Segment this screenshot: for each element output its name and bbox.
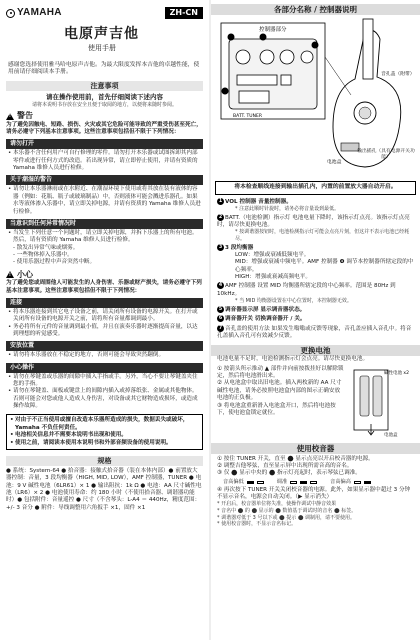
guitar-neck <box>363 19 373 79</box>
caution-label: 小心 <box>17 269 33 279</box>
list-item: • 请勿将本乐器放在不稳定的地方，否则可能会导致突然翻倒。 <box>8 352 203 359</box>
control-descriptions <box>211 195 420 341</box>
list-item: • 请勿在琴键盖或乐器的间隙中插入手指或手。另外，当心不要让琴键盖夹住您的手指。 <box>8 374 203 389</box>
control-item <box>217 306 414 314</box>
disclaimer-item: • 对由于不正当使用或擅自改造本乐器所造成的损失，数据丢失或破坏，Yamaha 不负任何责任。 <box>10 417 199 432</box>
tuner-heading: 使用校音器 <box>211 443 420 454</box>
disclaimer-item: • 电池相关信息并不需要本说明书出现和使用。 <box>10 432 199 439</box>
page-header <box>0 0 209 20</box>
list-item: • 请勿让本乐器淋雨或在水附近、在潮湿环境下使用或将其放在装有液体的容器（例如：花瓶、瓶子或玻璃制品）中，否则液体可能会溅进乐器孔。如果水等液体渗入乐器中，请立即关掉电源，并请有资质的 Yamaha 维修人员进行检修。 <box>8 186 203 216</box>
control-text: 3 段均衡器 <box>225 244 254 251</box>
mid-knob <box>280 50 294 64</box>
battery-cover-label: 碱性电池 x2 <box>384 370 409 376</box>
list-item: • 当发生下列任意一个问题时，请立即关掉电源，并拆下乐器上的所有电池。然后，请有资质的 Yamaha 维修人员进行检修。 <box>8 230 203 245</box>
control-item <box>217 214 414 230</box>
control-text: BATT.（电池检测）指示灯 电池电量下降时，该指示灯点亮。该指示灯点亮时，请尽快更换电池。 <box>217 214 410 228</box>
strap-label: 音孔盖（附带） <box>381 72 415 77</box>
led-icon <box>354 481 361 484</box>
left-column <box>0 0 209 640</box>
section-list <box>0 186 209 216</box>
control-text: AMF 控制器 设置 MID 均衡器所辖定段的中心频率。范围是 80Hz 到 10kHz。 <box>217 283 396 297</box>
page-subtitle: 使用手册 <box>88 44 116 53</box>
caution-icon <box>6 271 14 278</box>
battery-heading: 更换电池 <box>211 345 420 356</box>
tuner-steps <box>211 454 420 528</box>
control-note: * 按调谐器按钮时，电池检测指示灯可能会点亮片刻，但这并不表示电池已经耗尽。 <box>235 229 410 242</box>
tuner-display <box>237 75 277 85</box>
guitar-diagram <box>215 17 416 177</box>
disclaimer-item: • 使用之前，请阅读本使用本说明书和外部音频设备的使用说明。 <box>10 440 199 447</box>
tuner-step: ② 调整吉他琴弦，直至显示屏中出现所需音高的音名。 <box>217 463 353 470</box>
battery-holder <box>354 370 388 430</box>
control-item <box>217 282 414 298</box>
battery-step-list <box>217 366 344 438</box>
number-icon: 2 <box>218 214 223 220</box>
section-title: 连接 <box>6 298 203 308</box>
section-list <box>0 230 209 267</box>
eq-band: LOW：增强或衰减低频电平。 <box>235 251 310 258</box>
led-icon <box>364 481 371 484</box>
battery-intro: 电池电量不足时，电池检测指示灯会点亮。请尽快更换电池。 <box>217 356 369 363</box>
sound-hole-cover <box>359 107 371 119</box>
eq-band: HIGH：增强或衰减高频电平。 <box>235 274 311 281</box>
right-column <box>211 0 420 640</box>
number-icon: 7 <box>218 325 223 331</box>
caution-intro: 为了避免您或周围他人可能发生的人身伤害、乐器或财产损失，请务必遵守下列基本注意事项。这些注意事项包括但不限于下列情况： <box>6 280 202 294</box>
list-item: • 请勿在琴键盖、面板或键盘上的间隙内插入或掉落纸张、金属或其他物体。否则可能会对您或他人造成人身伤害，对设备或其它财物造成损坏，或造成操作故障。 <box>8 388 203 410</box>
section-title: 请勿打开 <box>6 139 203 149</box>
battery-step: ① 按箭头所示推动 ▲ 部件并向前按拨挂好以解除锁定，然后将电池滑出来。 <box>217 365 344 380</box>
control-item <box>217 315 414 323</box>
led-icon <box>257 481 264 484</box>
panel-pointer <box>325 57 351 95</box>
brand-name: YAMAHA <box>17 7 62 19</box>
battery-box-label: 电池盒 <box>327 160 342 165</box>
list-subitem: - 散发出异常气味或烟雾。 <box>13 244 79 251</box>
led-icon <box>300 481 307 484</box>
vol-knob <box>236 50 250 64</box>
number-icon: 5 <box>218 306 223 312</box>
section-list <box>0 309 209 339</box>
disclaimer-box <box>6 414 203 450</box>
tuner-note: * 开启后，校音器单位将失准，使操作调试中静音效果 <box>217 501 337 508</box>
pitch-high-label: 音高偏高 <box>330 478 351 485</box>
high-knob <box>301 51 313 63</box>
control-text: 调音器显示屏 显示调音器状态。 <box>225 306 306 313</box>
section-title: 安放位置 <box>6 341 203 351</box>
section-list <box>0 150 209 172</box>
section-list <box>0 352 209 359</box>
section-title: 当意识到任何异常情况时 <box>6 219 203 229</box>
warning-intro: 为了避免因触电、短路、损伤、火灾或其它危险可能导致的严重受伤甚至死亡，请务必遵守下列基本注意事项。这些注意事项包括但不限于下列情况： <box>6 121 202 136</box>
warning-icon <box>6 113 14 120</box>
callout-4 <box>312 42 319 49</box>
batt-tuner-label: BATT. TUNER <box>233 114 262 119</box>
battery-step: ② 从电池盒中取出旧电池。插入两枚新的 AA 尺寸碱性电池，请务必按照电池盒内部的图示正确安放电池的正负极。 <box>217 380 342 402</box>
control-note: * 当 MID 均衡器设置在中心位置时，本控制器无效。 <box>235 298 352 305</box>
yamaha-logo-icon <box>6 9 15 18</box>
list-item: • 务必将所有元件的音量调到最小值，并且在演奏乐器时逐渐提高音量，以达到理想的听觉感受。 <box>8 324 203 339</box>
warning-label: 警告 <box>17 111 33 121</box>
led-icon <box>290 481 297 484</box>
warning-heading <box>0 108 209 122</box>
number-icon: 4 <box>218 283 223 289</box>
tuner-step: ① 按住 TUNER 开关，直至 ⬤ 显示点亮以开启校音器的电源。 <box>217 455 374 462</box>
tuner-step: ③ 仅 ⬤ 显示中央的 ⬤ 指示灯亮起时，表示琴弦已调准。 <box>217 470 361 477</box>
language-badge: ZH-CN <box>165 7 203 20</box>
callout-3 <box>260 34 267 41</box>
led-icon <box>247 481 254 484</box>
low-knob <box>260 50 274 64</box>
battery-cell <box>373 376 382 416</box>
tuner-note: * 调谐器对低于 3 号以下或 ⬤ 提示 ⬤ 调制用，请不要使用。 <box>217 514 356 521</box>
section-title: 关于潮湿的警告 <box>6 175 203 185</box>
controls-heading: 各部分名称 / 控制器说明 <box>211 4 420 15</box>
battery-steps <box>211 364 420 438</box>
tuner-indicator-row <box>217 478 414 487</box>
intro-text: 感谢您选择使用雅马哈电原声吉他。为最大限度发挥本吉他的卓越性能，使用前请仔细阅读本手册。 <box>8 61 200 76</box>
callout-1 <box>228 34 235 41</box>
notice-lead: 请在操作使用前，首先仔细阅读下述内容 <box>46 92 163 101</box>
list-subitem: - 使用乐器过程中声音突然中断。 <box>13 259 96 266</box>
section-title: 小心操作 <box>6 363 203 373</box>
endpin-label: 输出插孔（具有电源开关功能） <box>357 149 415 161</box>
auto-power-note: 将本检查顺线连接到输出插孔内，内置的前置放大器自动开启。 <box>215 181 416 195</box>
brand-logo <box>6 6 62 19</box>
control-text: 音孔盖的使用方法 如果发生嗡嗡或反馈等现象，音孔盖应插入音孔中。将音孔盖插入音孔可有效减少反馈。 <box>217 325 412 339</box>
control-item <box>217 244 414 252</box>
battery-cell <box>360 376 369 416</box>
amf-slider <box>239 91 269 103</box>
tuner-note: * 使用校音器时，不显示音名标记。 <box>217 521 297 528</box>
section-list <box>0 374 209 411</box>
tuner-step: ④ 再次按下 TUNER 开关关闭校音器的电源。此外，如果显示器中超过 3 分钟不显示音名，电源会自动关闭。（▶ 显示消失） <box>217 486 411 500</box>
notice-lead-sub: 请将本说明书存放在安全且便于取阅的地方，以便将来随时参阅。 <box>31 101 177 108</box>
control-item <box>217 198 414 206</box>
number-icon: 3 <box>218 244 223 250</box>
list-item: • 将本乐器连接到其它电子设备之前，请关闭所有设备的电源开关。在打开或关闭所有设备的电源开关之前，请将所有音量都调到最小。 <box>8 309 203 324</box>
list-item: • 本乐器不含任何用户可自行修理的零件。请勿打开本乐器或试图拆卸其内部零件或进行任何方式的改造。若出现异常，请立即停止使用，并请有资质的 Yamaha 维修人员进行检修。 <box>8 150 203 172</box>
page-title: 电原声吉他 <box>64 26 139 42</box>
control-text: 调音器开关 切换调音器开 / 关。 <box>225 316 306 323</box>
battery-illustration <box>344 366 414 438</box>
notice-heading: 注意事项 <box>6 81 203 91</box>
number-icon: 1 <box>218 198 223 204</box>
panel-label: 控制器部分 <box>259 27 287 33</box>
caution-heading <box>0 267 209 281</box>
battery-holder-label: 电池盒 <box>384 432 398 438</box>
eq-band: MID：增强或衰减中频电平。AMF 控制器 ❹ 调节本控制器所辖定段的中心频率。 <box>235 259 414 273</box>
led-icon <box>310 481 317 484</box>
list-subitem: - 一些物体掉入乐器中。 <box>13 251 73 258</box>
tuner-switch <box>281 75 291 85</box>
control-item <box>217 325 414 341</box>
pitch-tuned-label: 调准 <box>276 478 288 485</box>
spec-heading: 规格 <box>6 456 203 466</box>
control-note: * 注意此顺时针旋时，请务必将音量设到最低。 <box>235 206 340 213</box>
callout-6 <box>222 88 229 95</box>
pitch-low-label: 音高偏低 <box>223 478 244 485</box>
number-icon: 6 <box>218 316 223 322</box>
battery-step: ③ 将电池盒重新滑入电池盒开口，然后将电池按下，使电池盒锁定就位。 <box>217 402 336 416</box>
tuner-note: * 音名中 ⬤ 的 ⬤ 显示的 ⬤ 数值基于调试时的音名 ⬤ 标签。 <box>217 507 357 514</box>
control-text: VOL 控制器 音量控制器。 <box>225 198 292 205</box>
spec-text: ● 系统：System-64 ● 拾音器：接触式拾音器（装在本体内部）● 前置放大器控制：音量，3 段均衡器（HIGH, MID, LOW），AMF 控制器，TUNER ● 电池：9 V 碱性电池（6LR61）× 1 ● 输出阻抗：1k Ω ● 电池：AA 尺寸碱性电池（LR6）× 2 ● 电池使用寿命：约 180 小时（不使用拾音器、调谐器功能时）● 包括附件：音量遥控 ● 尺寸（不含琴头：L-A4 ＝ 440Hz，精度范围：+/- 3 音分 ● 附件：导线调整用六角扳手 ×1，固件 ×1 <box>6 467 202 511</box>
